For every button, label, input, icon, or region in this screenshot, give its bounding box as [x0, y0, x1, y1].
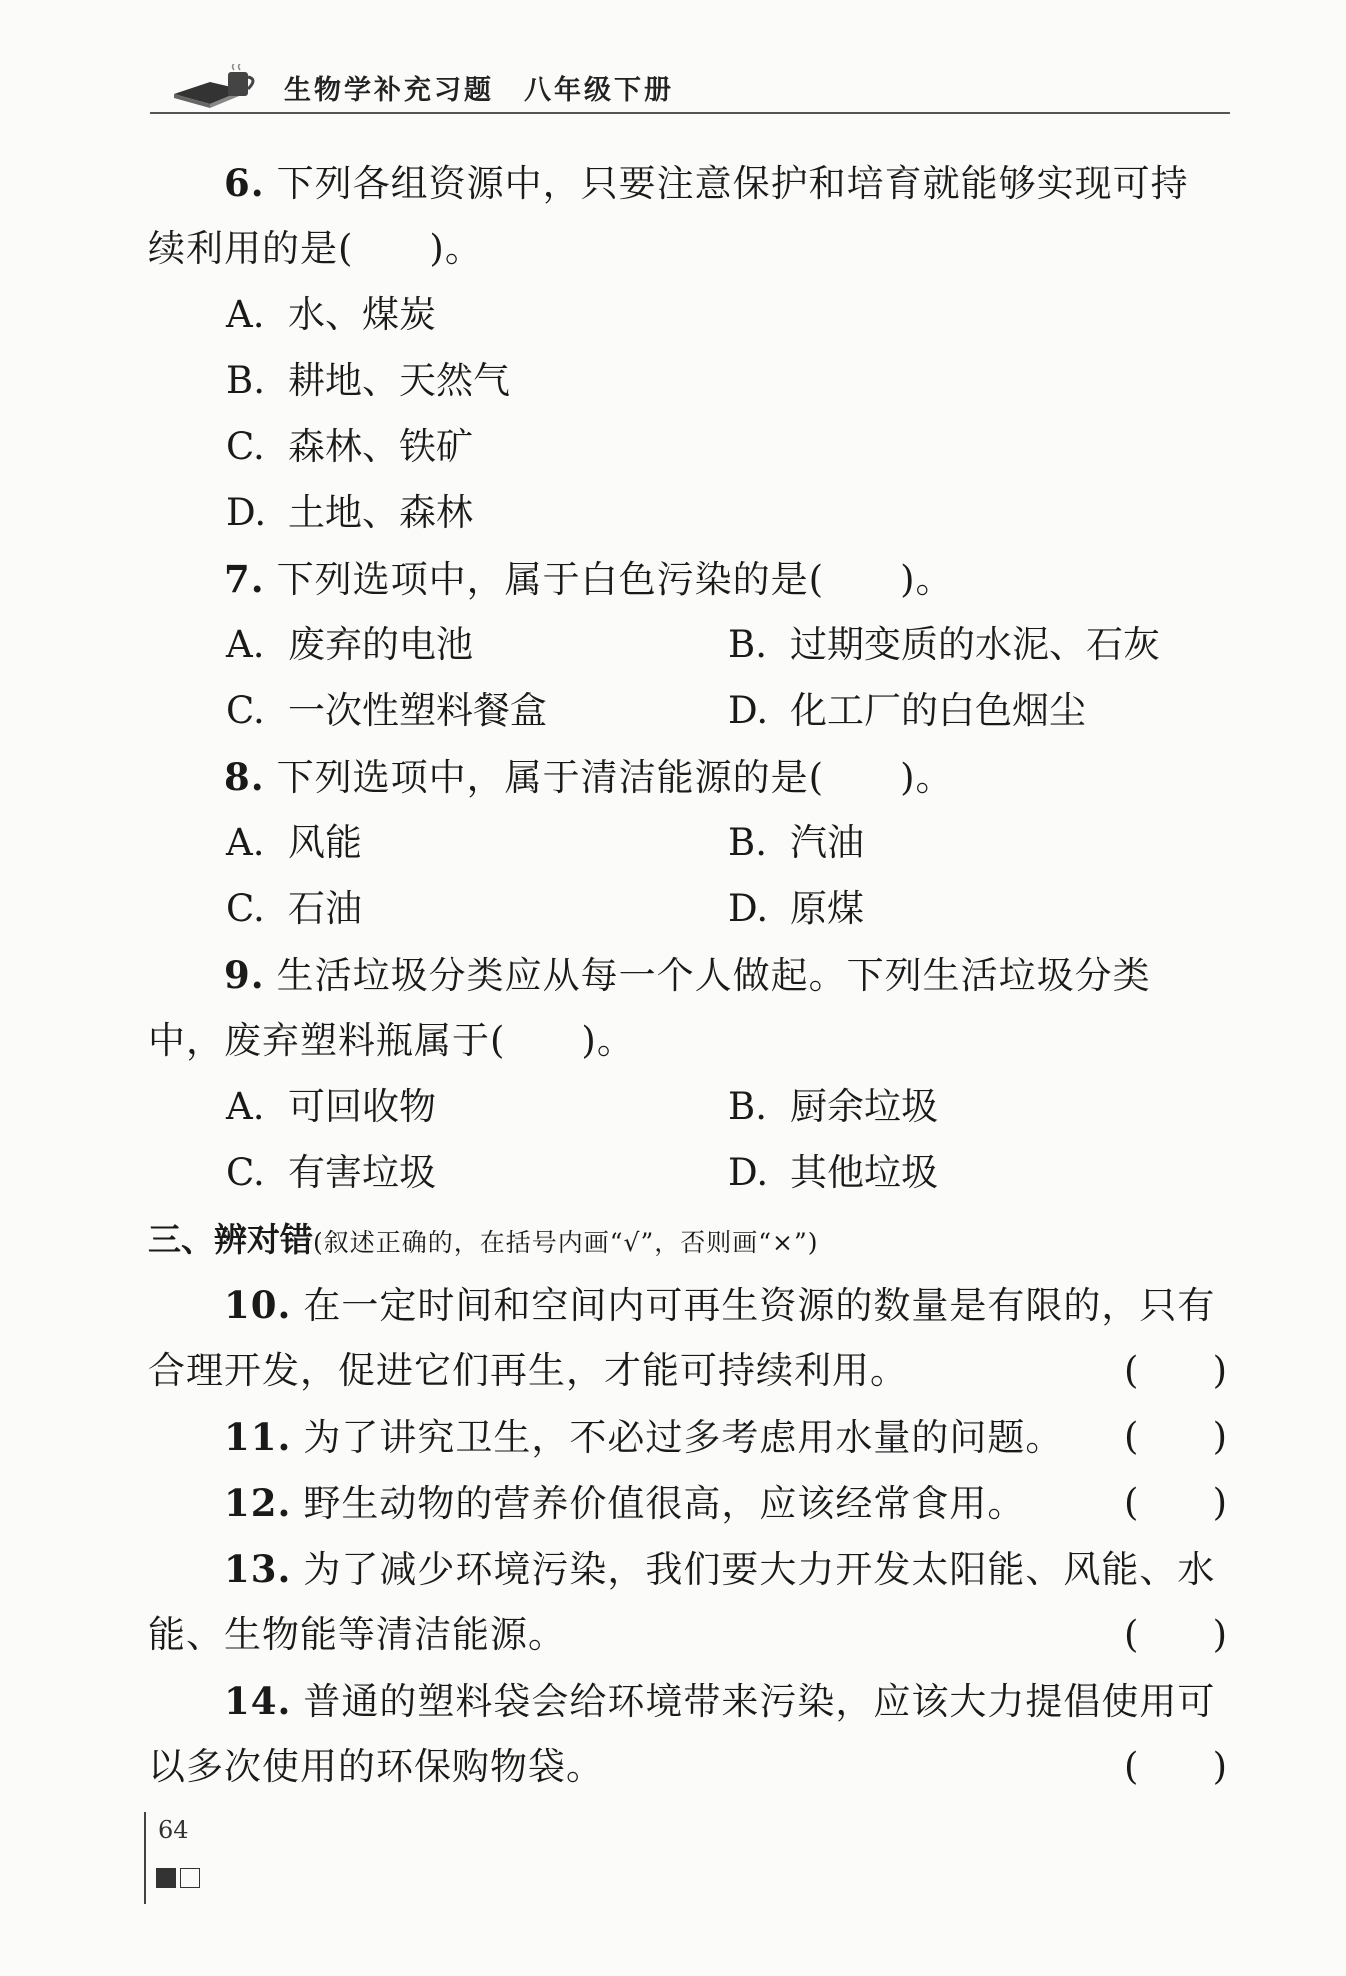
section-heading [148, 1206, 1228, 1272]
option-a [226, 612, 473, 678]
option-text: 过期变质的水泥、石灰 [790, 623, 1160, 666]
answer-blank[interactable] [1124, 1734, 1228, 1800]
question-text: 合理开发，促进它们再生，才能可持续利用。 [148, 1349, 908, 1392]
question-6 [148, 150, 1228, 216]
question-text: 以多次使用的环保购物袋。 [148, 1745, 604, 1788]
book-title [284, 68, 674, 107]
question-11 [148, 1404, 1228, 1470]
option-d [728, 678, 1086, 744]
paren-open: ( [1124, 1745, 1140, 1788]
option-letter: C. [226, 1151, 265, 1194]
answer-blank[interactable] [1124, 1602, 1228, 1668]
option-letter: D. [226, 491, 267, 534]
question-number: 7. [224, 557, 265, 601]
option-b [728, 612, 1160, 678]
question-14 [148, 1668, 1228, 1734]
question-text: 为了减少环境污染，我们要大力开发太阳能、风能、水 [303, 1548, 1216, 1591]
option-letter: B. [226, 359, 265, 402]
option-letter: D. [728, 887, 769, 930]
option-letter: C. [226, 689, 265, 732]
option-text: 原煤 [790, 887, 864, 930]
option-letter: A. [226, 623, 265, 666]
question-text: 普通的塑料袋会给环境带来污染，应该大力提倡使用可 [303, 1680, 1216, 1723]
answer-blank[interactable] [1124, 1404, 1228, 1470]
section-title: 三、辨对错 [148, 1220, 313, 1259]
option-text: 一次性塑料餐盒 [288, 689, 547, 732]
question-number: 6. [224, 161, 265, 205]
page-header [150, 58, 1230, 114]
option-text: 有害垃圾 [288, 1151, 436, 1194]
option-text: 化工厂的白色烟尘 [790, 689, 1086, 732]
question-12 [148, 1470, 1228, 1536]
option-row [148, 348, 1228, 414]
option-letter: D. [728, 1151, 769, 1194]
option-d [728, 876, 864, 942]
option-letter: A. [226, 821, 265, 864]
question-8 [148, 744, 1228, 810]
question-10-continued [148, 1338, 1228, 1404]
question-number: 11. [224, 1415, 292, 1459]
question-text: 下列各组资源中，只要注意保护和培育就能够实现可持 [276, 162, 1189, 205]
option-letter: D. [728, 689, 769, 732]
question-9-continued: 中，废弃塑料瓶属于( )。 [148, 1019, 635, 1062]
option-text: 厨余垃圾 [790, 1085, 938, 1128]
answer-blank[interactable] [1124, 1470, 1228, 1536]
option-c [226, 678, 547, 744]
option-d [226, 480, 473, 546]
book-and-cup-icon [170, 64, 266, 108]
option-row [148, 678, 1228, 744]
option-row [148, 282, 1228, 348]
question-number: 13. [224, 1547, 292, 1591]
option-c [226, 876, 362, 942]
question-9 [148, 942, 1228, 1008]
exercise-content [148, 150, 1228, 1800]
option-text: 石油 [288, 887, 362, 930]
answer-blank[interactable] [1124, 1338, 1228, 1404]
grade-label: 八年级下册 [524, 75, 674, 106]
paren-open: ( [1124, 1613, 1140, 1656]
option-letter: B. [728, 821, 767, 864]
page-footer [144, 1812, 264, 1912]
question-6-continued: 续利用的是( )。 [148, 227, 483, 270]
question-14-continued [148, 1734, 1228, 1800]
question-7 [148, 546, 1228, 612]
option-row [148, 1140, 1228, 1206]
option-c [226, 1140, 436, 1206]
section-instruction: (叙述正确的，在括号内画“√”，否则画“×”) [313, 1228, 819, 1257]
option-row [148, 1074, 1228, 1140]
question-10 [148, 1272, 1228, 1338]
option-letter: B. [728, 1085, 767, 1128]
question-text: 下列选项中，属于清洁能源的是( )。 [276, 756, 954, 799]
question-number: 10. [224, 1283, 292, 1327]
paren-close: ) [1212, 1745, 1228, 1788]
subject-title: 生物学补充习题 [284, 75, 494, 106]
option-a [226, 282, 436, 348]
option-b [226, 348, 510, 414]
option-row [148, 480, 1228, 546]
question-text: 野生动物的营养价值很高，应该经常食用。 [303, 1482, 1026, 1525]
page-number: 64 [158, 1816, 189, 1844]
option-text: 汽油 [790, 821, 864, 864]
question-13 [148, 1536, 1228, 1602]
question-text: 在一定时间和空间内可再生资源的数量是有限的，只有 [303, 1284, 1216, 1327]
option-row [148, 612, 1228, 678]
question-text: 能、生物能等清洁能源。 [148, 1613, 566, 1656]
option-row [148, 876, 1228, 942]
question-text: 为了讲究卫生，不必过多考虑用水量的问题。 [303, 1416, 1064, 1459]
question-text: 生活垃圾分类应从每一个人做起。下列生活垃圾分类 [276, 954, 1151, 997]
filled-square-icon [156, 1868, 176, 1888]
option-letter: C. [226, 425, 265, 468]
option-a [226, 1074, 436, 1140]
option-letter: B. [728, 623, 767, 666]
question-13-continued [148, 1602, 1228, 1668]
paren-close: ) [1212, 1613, 1228, 1656]
option-text: 可回收物 [288, 1085, 436, 1128]
option-text: 废弃的电池 [288, 623, 473, 666]
question-number: 14. [224, 1679, 292, 1723]
paren-open: ( [1124, 1481, 1140, 1524]
option-text: 耕地、天然气 [288, 359, 510, 402]
question-text: 下列选项中，属于白色污染的是( )。 [276, 558, 954, 601]
question-number: 9. [224, 953, 265, 997]
paren-open: ( [1124, 1415, 1140, 1458]
paren-close: ) [1212, 1481, 1228, 1524]
option-row [148, 414, 1228, 480]
option-b [728, 810, 864, 876]
option-d [728, 1140, 938, 1206]
option-letter: C. [226, 887, 265, 930]
paren-open: ( [1124, 1349, 1140, 1392]
paren-close: ) [1212, 1415, 1228, 1458]
option-b [728, 1074, 938, 1140]
option-text: 风能 [288, 821, 362, 864]
option-text: 水、煤炭 [288, 293, 436, 336]
option-text: 土地、森林 [288, 491, 473, 534]
option-letter: A. [226, 293, 265, 336]
question-number: 12. [224, 1481, 292, 1525]
option-a [226, 810, 362, 876]
empty-square-icon [180, 1868, 200, 1888]
option-text: 其他垃圾 [790, 1151, 938, 1194]
paren-close: ) [1212, 1349, 1228, 1392]
option-row [148, 810, 1228, 876]
footer-rule [144, 1812, 146, 1904]
option-text: 森林、铁矿 [288, 425, 473, 468]
option-letter: A. [226, 1085, 265, 1128]
question-number: 8. [224, 755, 265, 799]
option-c [226, 414, 473, 480]
